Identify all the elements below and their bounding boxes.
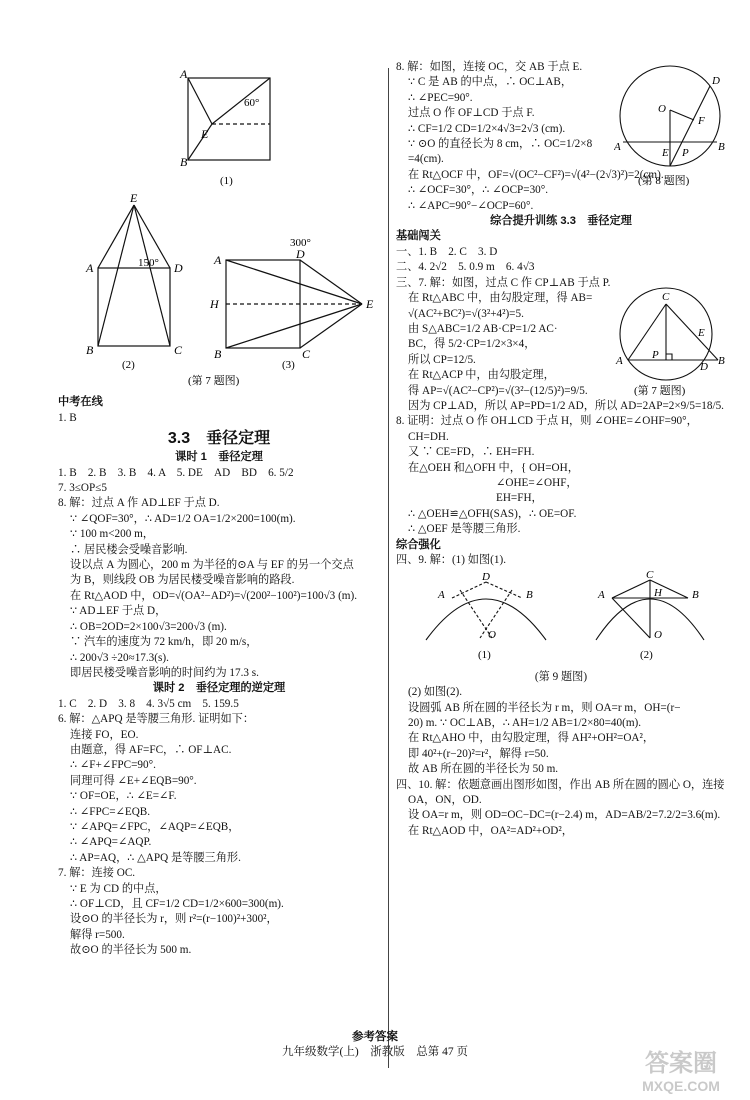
column-divider <box>388 68 389 1068</box>
lesson2-line: 6. 解：△APQ 是等腰三角形. 证明如下： <box>58 713 255 726</box>
fig7-2-label-e: E <box>130 191 138 205</box>
section-title: 3.3 垂径定理 <box>167 430 271 448</box>
p8-line: ∴ ∠APC=90°−∠OCP=60°. <box>408 199 534 212</box>
jichu-heading: 基础闯关 <box>396 230 441 243</box>
fig8-label-o: O <box>658 103 666 115</box>
lesson1-line: ∴ 居民楼会受噪音影响. <box>70 543 188 556</box>
lesson2-line: 1. C 2. D 3. 8 4. 3√5 cm 5. 159.5 <box>58 697 239 710</box>
problem-10 <box>396 778 726 840</box>
fig9-2-label-o: O <box>654 629 662 642</box>
lesson1-title: 课时 1 垂径定理 <box>175 451 263 464</box>
lesson2-line: 故⊙O 的半径长为 500 m. <box>70 944 192 957</box>
p9-line: 在 Rt△AHO 中，由勾股定理，得 AH²+OH²=OA²， <box>408 732 655 745</box>
p7-line: 在 Rt△ACP 中，由勾股定理， <box>408 369 555 382</box>
fig7-3-label-c: C <box>302 347 311 361</box>
p8b-line: CH=DH. <box>408 430 449 443</box>
fig7-2-caption: (2) <box>122 359 135 371</box>
basic-line: 二、4. 2√2 5. 0.9 m 6. 4√3 <box>396 261 535 274</box>
p7-line: 因为 CP⊥AD，所以 AP=PD=1/2 AD，所以 AD=2AP=2×9/5=18/5. <box>408 399 724 412</box>
fig7-1-label-b: B <box>180 155 188 169</box>
fig9-2-label-h: H <box>654 587 662 600</box>
fig7b-label-d: D <box>700 360 708 373</box>
lesson2-line: ∵ OF=OE，∴ ∠E=∠F. <box>70 790 177 803</box>
p8-line: ∴ CF=1/2 CD=1/2×4√3=2√3 (cm). <box>408 122 566 135</box>
fig9-2-label-a: A <box>598 589 605 602</box>
p8-line: ∴ ∠OCF=30°，∴ ∠OCP=30°. <box>408 184 549 197</box>
p8b-line: ∠OHE=∠OHF， <box>496 476 578 489</box>
p8b-line: 8. 证明：过点 O 作 OH⊥CD 于点 H，则 ∠OHE=∠OHF=90°， <box>396 415 698 428</box>
lesson2-body <box>58 697 380 959</box>
fig8-label-p: P <box>682 147 689 159</box>
p9-line: 设圆弧 AB 所在圆的半径长为 r m，则 OA=r m，OH=(r− <box>408 701 681 714</box>
fig7-2-label-b: B <box>86 343 94 357</box>
fig9-2-label-c: C <box>646 569 654 582</box>
zonghe-title: 综合提升训练 3.3 垂径定理 <box>490 215 632 228</box>
lesson1-line: ∴ 200√3 ÷20≈17.3(s). <box>70 651 169 664</box>
p8-line: 过点 O 作 OF⊥CD 于点 F. <box>408 107 535 120</box>
zhongkao-answer: 1. B <box>58 411 77 424</box>
lesson1-line: 即居民楼受噪音影响的时间约为 17.3 s. <box>70 666 259 679</box>
fig7-1-angle: 60° <box>244 97 260 109</box>
fig7-3-label-b: B <box>214 347 222 361</box>
lesson2-title: 课时 2 垂径定理的逆定理 <box>152 682 286 695</box>
zhongkao-heading: 中考在线 <box>58 396 103 409</box>
fig9-2-label-b: B <box>692 589 699 602</box>
zonghe-qianghua-heading: 综合强化 <box>396 538 441 551</box>
p10-line: 在 Rt△AOD 中，OA²=AD²+OD²， <box>408 824 573 837</box>
problem-8b <box>396 414 726 537</box>
lesson1-body <box>58 466 380 682</box>
p7-line: √(AC²+BC²)=√(3²+4²)=5. <box>408 307 524 320</box>
watermark-logo <box>622 1050 740 1098</box>
footer-page-info: 九年级数学(上) 浙教版 总第 47 页 <box>282 1046 468 1058</box>
fig9-caption: (第 9 题图) <box>534 670 588 683</box>
fig7b-label-e: E <box>698 326 705 339</box>
lesson2-line: 解得 r=500. <box>70 928 125 941</box>
figure-8 <box>614 60 726 186</box>
p8b-line: ∴ △OEF 是等腰三角形. <box>408 523 521 536</box>
figure-9 <box>396 568 726 664</box>
fig8-label-b: B <box>718 141 725 153</box>
p9-line: (2) 如图(2). <box>408 686 463 699</box>
p7-line: 由 S△ABC=1/2 AB·CP=1/2 AC· <box>408 322 558 335</box>
p7-line: 所以 CP=12/5. <box>408 353 476 366</box>
fig7b-label-b: B <box>718 354 725 367</box>
p9-line: 故 AB 所在圆的半径长为 50 m. <box>408 763 559 776</box>
p8b-line: 在△OEH 和△OFH 中，{ OH=OH， <box>408 461 579 474</box>
fig7b-label-p: P <box>652 348 659 361</box>
fig7-3-angle: 300° <box>290 237 311 249</box>
lesson1-line: ∵ 汽车的速度为 72 km/h，即 20 m/s， <box>70 636 258 649</box>
p10-line: 设 OA=r m，则 OD=OC−DC=(r−2.4) m，AD=AB/2=7.2/2=3.6(m). <box>408 809 721 822</box>
fig7-1-caption: (1) <box>220 175 233 187</box>
fig7-3-label-d: D <box>296 247 305 261</box>
watermark-bottom: MXQE.COM <box>642 1078 720 1094</box>
lesson2-line: ∴ OF⊥CD，且 CF=1/2 CD=1/2×600=300(m). <box>70 898 284 910</box>
lesson2-line: ∴ ∠APQ=∠AQP. <box>70 836 152 849</box>
figure-7b <box>614 280 726 398</box>
p9-line: 20) m. ∵ OC⊥AB，∴ AH=1/2 AB=1/2×80=40(m). <box>408 717 642 730</box>
fig9-2-caption: (2) <box>640 649 653 662</box>
fig7-3-caption: (3) <box>282 359 295 371</box>
fig7-2-label-d: D <box>174 261 183 275</box>
lesson2-line: 连接 FO，EO. <box>70 728 139 741</box>
figure-7 <box>58 60 380 390</box>
fig9-1-label-a: A <box>438 589 445 602</box>
lesson2-line: 由题意，得 AF=FC，∴ OF⊥AC. <box>70 743 232 756</box>
p8-line: ∴ ∠PEC=90°. <box>408 91 473 104</box>
p8-line: ∵ ⊙O 的直径长为 8 cm，∴ OC=1/2×8 <box>408 138 593 151</box>
p9-head: 四、9. 解：(1) 如图(1). <box>396 554 506 566</box>
problem-7 <box>396 276 726 415</box>
fig7b-label-a: A <box>616 354 623 367</box>
fig7-caption: (第 7 题图) <box>188 375 240 387</box>
basic-line: 一、1. B 2. C 3. D <box>396 245 498 258</box>
fig7-2-angle: 150° <box>138 257 159 269</box>
lesson1-line: ∴ OB=2OD=2×100√3=200√3 (m). <box>70 620 227 633</box>
left-column <box>58 60 380 959</box>
fig8-label-a: A <box>614 141 621 153</box>
fig7-3-label-h: H <box>210 297 219 311</box>
p7-line: BC，得 5/2·CP=1/2×3×4， <box>408 338 536 351</box>
lesson2-line: ∵ E 为 CD 的中点， <box>70 882 167 895</box>
lesson1-line: 7. 3≤OP≤5 <box>58 482 107 495</box>
fig7-3-label-a: A <box>214 253 222 267</box>
fig7b-label-c: C <box>662 290 670 303</box>
fig7-1-label-e: E <box>201 127 209 141</box>
lesson1-line: ∵ ∠QOF=30°，∴ AD=1/2 OA=1/2×200=100(m). <box>70 512 296 525</box>
lesson1-line: 为 B，则线段 OB 为居民楼受噪音影响的路段. <box>70 574 295 587</box>
fig9-1-label-o: O <box>488 629 496 642</box>
fig7b-caption: (第 7 题图) <box>634 384 686 397</box>
fig7-2-label-c: C <box>174 343 183 357</box>
lesson2-line: 同理可得 ∠E+∠EQB=90°. <box>70 774 197 787</box>
p8-line: 在 Rt△OCF 中，OF=√(OC²−CF²)=√(4²−(2√3)²)=2(cm). <box>408 168 664 181</box>
lesson2-line: ∴ ∠FPC=∠EQB. <box>70 805 151 818</box>
fig9-1-label-d: D <box>482 571 490 584</box>
p8-line: 8. 解：如图，连接 OC，交 AB 于点 E. <box>396 61 583 73</box>
lesson1-line: ∵ 100 m<200 m， <box>70 528 154 541</box>
lesson1-line: 1. B 2. B 3. B 4. A 5. DE AD BD 6. 5/2 <box>58 466 294 479</box>
right-column <box>396 60 726 839</box>
lesson1-line: 在 Rt△AOD 中，OD=√(OA²−AD²)=√(200²−100²)=100√3 (m). <box>70 589 358 602</box>
lesson1-line: 设以点 A 为圆心，200 m 为半径的⊙A 与 EF 的另一个交点 <box>70 559 354 572</box>
fig7-2-label-a: A <box>86 261 94 275</box>
fig8-label-f: F <box>698 115 705 127</box>
fig8-label-d: D <box>712 75 720 87</box>
watermark-top: 答案圈 <box>645 1050 717 1077</box>
p7-line: 三、7. 解：如图，过点 C 作 CP⊥AB 于点 P. <box>396 276 611 289</box>
lesson2-line: 设⊙O 的半径长为 r，则 r²=(r−100)²+300²， <box>70 913 278 926</box>
lesson1-line: 8. 解：过点 A 作 AD⊥EF 于点 D. <box>58 497 220 510</box>
p8-line: =4(cm). <box>408 153 444 166</box>
lesson2-line: ∴ ∠F+∠FPC=90°. <box>70 759 156 772</box>
p8b-line: ∴ △OEH≌△OFH(SAS)，∴ OE=OF. <box>408 507 577 520</box>
footer-title: 参考答案 <box>352 1031 398 1043</box>
p8b-line: 又 ∵ CE=FD，∴ EH=FH. <box>408 446 535 459</box>
p9-line: 即 40²+(r−20)²=r²，解得 r=50. <box>408 747 549 760</box>
fig9-1-caption: (1) <box>478 649 491 662</box>
p10-line: OA，ON，OD. <box>408 794 482 807</box>
p7-line: 得 AP=√(AC²−CP²)=√(3²−(12/5)²)=9/5. <box>408 384 588 397</box>
fig7-3-label-e: E <box>366 297 374 311</box>
lesson2-line: 7. 解：连接 OC. <box>58 867 136 880</box>
fig9-1-label-b: B <box>526 589 533 602</box>
fig7-1-label-a: A <box>180 67 188 81</box>
p7-line: 在 Rt△ABC 中，由勾股定理，得 AB= <box>408 292 593 305</box>
lesson2-line: ∵ ∠APQ=∠FPC，∠AQP=∠EQB， <box>70 820 240 833</box>
p8-line: ∵ C 是 AB 的中点，∴ OC⊥AB， <box>408 76 573 89</box>
lesson1-line: ∵ AD⊥EF 于点 D， <box>70 605 167 618</box>
fig8-caption: (第 8 题图) <box>638 175 690 186</box>
p10-line: 四、10. 解：依题意画出图形如图，作出 AB 所在圆的圆心 O，连接 <box>396 778 725 791</box>
p8b-line: EH=FH， <box>496 492 543 505</box>
lesson2-line: ∴ AP=AQ，∴ △APQ 是等腰三角形. <box>70 851 241 864</box>
fig8-label-e: E <box>662 147 669 159</box>
problem-9-body <box>396 685 726 777</box>
